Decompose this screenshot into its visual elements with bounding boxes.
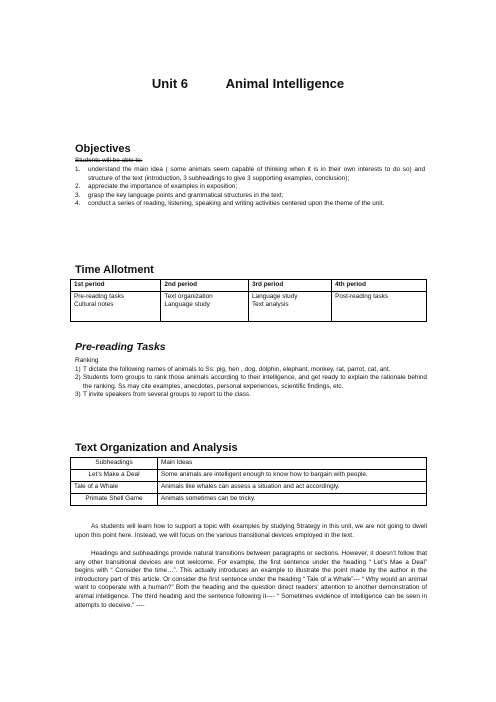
prereading-item (75, 374, 427, 391)
organization-heading: Text Organization and Analysis (75, 442, 238, 454)
body-paragraph (75, 550, 427, 610)
table-cell: Animals sometimes can be tricky. (158, 494, 427, 506)
table-row (71, 482, 427, 494)
paragraph-text: Headings and subheadings provide natural transitions between paragraphs or sections. However, it doesn’t follow that any other transitional devices are not welcome. For example, the first sentence under the heading “ Let’s Mae a Deal” begins with “ Consider the time…”. This actually introduces an example to illustrate the point made by the author in the introductory part of this article. Or consider the first sentence under the heading “ Tale of a Whale”--- “ Why would an animal want to cooperate with a human?” Both the heading and the question direct readers’ attention to another demonstration of animal intelligence. The third heading and the sentence following it---- “ Sometimes evidence of intelligence can be seen in attempts to deceive.” ---- (75, 550, 427, 609)
body-paragraph (75, 523, 427, 540)
unit-name: Animal Intelligence (225, 76, 345, 91)
table-header-cell: 2nd period (161, 280, 249, 292)
time-allotment-table (70, 279, 427, 322)
paragraph-text: As students will learn how to support a topic with examples by studying Strategy in this unit, we are not going to dwell upon this point here. Instead, we will focus on the various transitional devices employed in the text. (75, 523, 427, 539)
item-text: T invite speakers from several groups to report to the class. (83, 391, 251, 399)
table-cell: Some animals are intelligent enough to know how to bargain with people. (158, 470, 427, 482)
table-header-cell: 3rd period (248, 280, 331, 292)
cell-line: Pre-reading tasks (74, 293, 125, 300)
objective-number: 4. (75, 200, 81, 208)
table-row (71, 494, 427, 506)
table-cell (161, 292, 249, 322)
unit-number: Unit 6 (151, 76, 188, 91)
table-cell: Primate Shell Game (71, 494, 158, 506)
objectives-heading: Objectives (75, 143, 131, 155)
item-number: 2) (75, 374, 81, 382)
objectives-intro: Students will be able to: (75, 157, 143, 164)
objective-item (75, 183, 425, 192)
time-allotment-heading: Time Allotment (75, 264, 154, 276)
item-number: 3) (75, 391, 81, 399)
objective-number: 2. (75, 183, 81, 191)
table-cell (248, 292, 331, 322)
objective-text: conduct a series of reading, listening, speaking and writing activities centered upon the theme of the unit. (88, 200, 385, 208)
table-cell: Animals like whales can assess a situation and act accordingly. (158, 482, 427, 494)
table-cell: Tale of a Whale (71, 482, 158, 494)
table-header-row (71, 280, 427, 292)
table-row (71, 292, 427, 322)
objective-item (75, 200, 425, 209)
table-row (71, 470, 427, 482)
organization-table (70, 457, 427, 506)
table-cell (71, 292, 161, 322)
prereading-label: Ranking (75, 357, 99, 364)
table-header-cell: Subheadings (71, 458, 158, 470)
table-header-cell: 1st period (71, 280, 161, 292)
cell-line: Post-reading tasks (335, 293, 389, 300)
item-text: Students form groups to rank those animals according to their intelligence, and get ready to explain the rationale behind the ranking. Ss may cite examples, anecdotes, personal experiences, scientific findings, etc. (83, 374, 427, 390)
cell-line: Text analysis (251, 301, 289, 309)
table-cell (332, 292, 427, 322)
item-number: 1) (75, 365, 81, 373)
table-header-cell: 4th period (332, 280, 427, 292)
objective-text: grasp the key language points and grammatical structures in the text; (88, 191, 284, 199)
prereading-heading: Pre-reading Tasks (75, 341, 166, 353)
page-title (0, 76, 496, 91)
table-header-row (71, 458, 427, 470)
objective-number: 3. (75, 191, 81, 199)
objective-text: understand the main idea ( some animals seem capable of thinking when it is in their own interests to do so) and structure of the text (introduction, 3 subheadings to give 3 supporting examples, conclusion); (88, 166, 425, 182)
objective-number: 1. (75, 166, 81, 173)
cell-line: Cultural notes (74, 301, 114, 309)
objective-text: appreciate the importance of examples in exposition; (88, 183, 238, 191)
prereading-section (75, 357, 427, 400)
item-text: T dictate the following names of animals to Ss: pig, hen , dog, dolphin, elephant, monkey, rat, parrot, cat, ant. (83, 365, 391, 373)
objectives-list (75, 166, 425, 209)
cell-line: Text organization (164, 293, 213, 300)
prereading-item (75, 366, 427, 375)
table-cell: Let’s Make a Deal (71, 470, 158, 482)
cell-line: Language study (251, 293, 298, 300)
table-header-cell: Main Ideas (158, 458, 427, 470)
objective-item (75, 192, 425, 201)
objective-item (75, 166, 425, 183)
cell-line: Language study (164, 301, 210, 309)
prereading-item (75, 391, 427, 400)
